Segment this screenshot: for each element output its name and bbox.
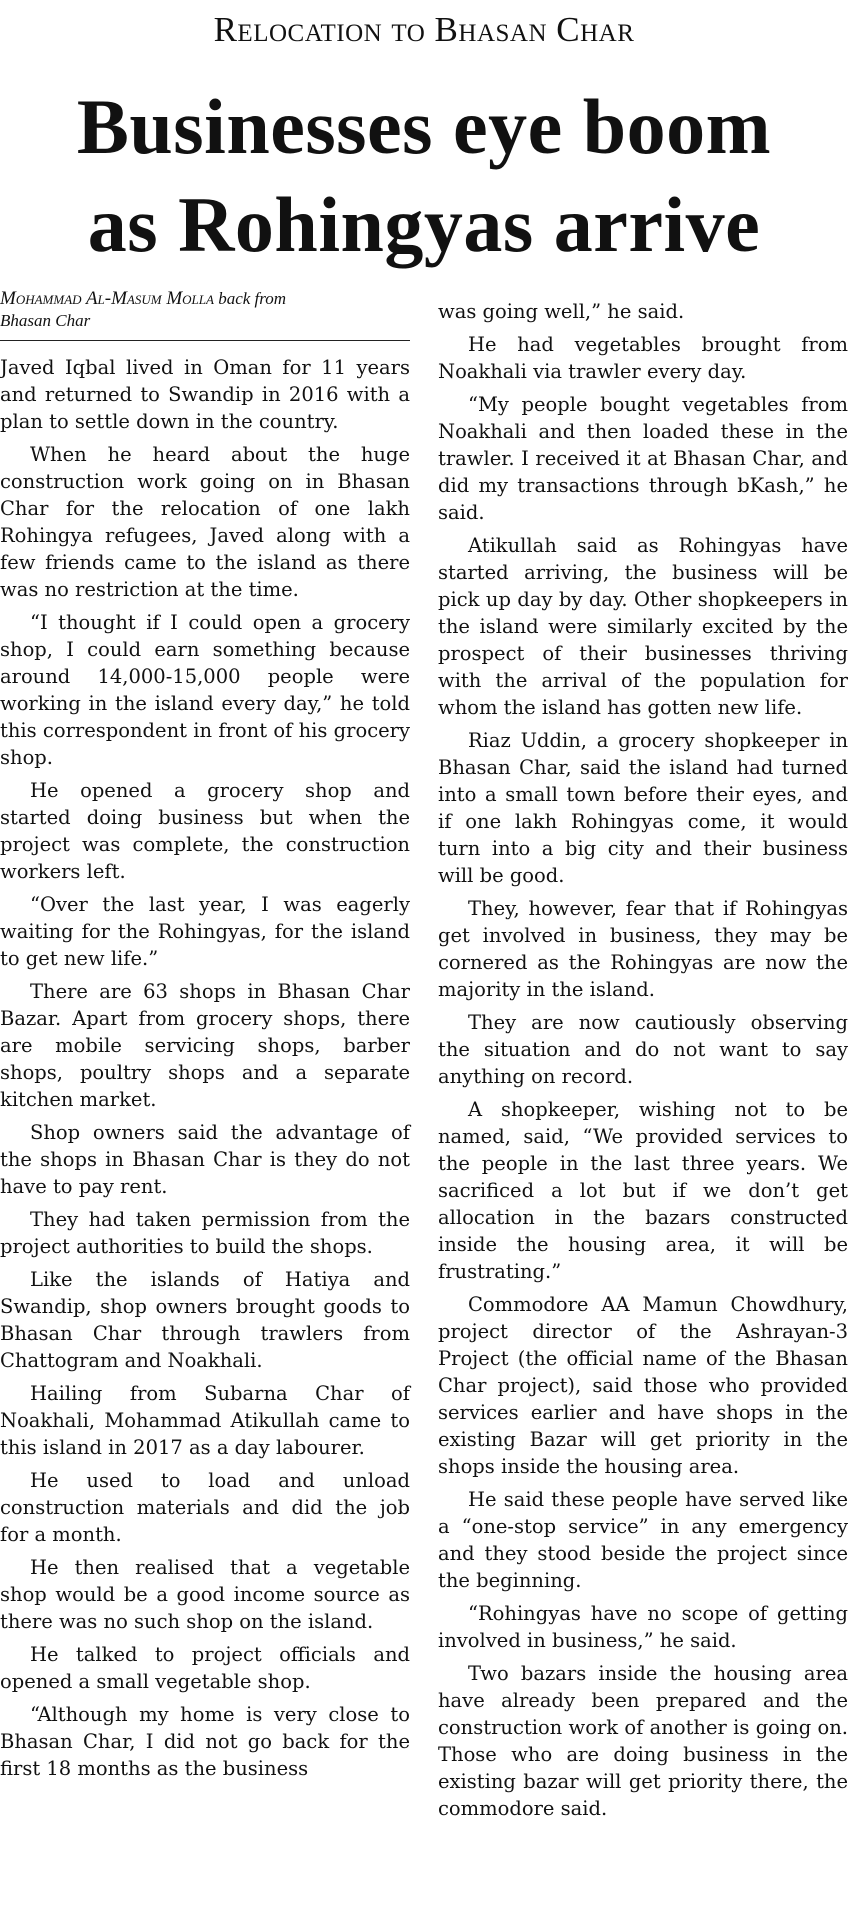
paragraph: “My people bought vegetables from Noakhali and then loaded these in the trawler. I received it at Bhasan Char, and did my transactions through bKash,” he said. [438,393,848,524]
paragraph: Shop owners said the advantage of the shops in Bhasan Char is they do not have to pay rent. [0,1121,410,1198]
byline [0,288,410,332]
paragraph: Atikullah said as Rohingyas have started arriving, the business will be pick up day by day. Other shopkeepers in the island were similarly excited by the prospect of their businesses thriving with the arrival of the population for whom the island has gotten new life. [438,534,848,719]
paragraph: He used to load and unload construction materials and did the job for a month. [0,1469,410,1546]
paragraph: They, however, fear that if Rohingyas get involved in business, they may be cornered as the Rohingyas are now the majority in the island. [438,897,848,1001]
paragraph: Riaz Uddin, a grocery shopkeeper in Bhasan Char, said the island had turned into a small town before their eyes, and if one lakh Rohingyas come, it would turn into a big city and their business will be good. [438,729,848,887]
paragraph: They had taken permission from the project authorities to build the shops. [0,1208,410,1258]
paragraph: “I thought if I could open a grocery shop, I could earn something because around 14,000-15,000 people were working in the island every day,” he told this correspondent in front of his grocery shop. [0,611,410,769]
paragraph: When he heard about the huge construction work going on in Bhasan Char for the relocation of one lakh Rohingya refugees, Javed along with a few friends came to the island as there was no restriction at the time. [0,443,410,601]
paragraph: Commodore AA Mamun Chowdhury, project director of the Ashrayan-3 Project (the official name of the Bhasan Char project), said those who provided services earlier and have shops in the existing Bazar will get priority in the shops inside the housing area. [438,1293,848,1478]
paragraph: They are now cautiously observing the situation and do not want to say anything on record. [438,1011,848,1088]
paragraph: A shopkeeper, wishing not to be named, said, “We provided services to the people in the last three years. We sacrificed a lot but if we don’t get allocation in the bazars constructed inside the housing area, it will be frustrating.” [438,1098,848,1283]
paragraph: Like the islands of Hatiya and Swandip, shop owners brought goods to Bhasan Char through trawlers from Chattogram and Noakhali. [0,1268,410,1372]
paragraph: Two bazars inside the housing area have already been prepared and the construction work of another is going on. Those who are doing business in the existing bazar will get priority there, the commodore said. [438,1662,848,1820]
article-column-left [0,354,410,1788]
paragraph: “Rohingyas have no scope of getting involved in business,” he said. [438,1602,848,1652]
paragraph: He had vegetables brought from Noakhali via trawler every day. [438,333,848,383]
section-kicker: Relocation to Bhasan Char [213,10,635,49]
paragraph: He talked to project officials and opened a small vegetable shop. [0,1643,410,1693]
paragraph: Hailing from Subarna Char of Noakhali, Mohammad Atikullah came to this island in 2017 as a day labourer. [0,1382,410,1459]
headline-line-1: Businesses eye boom [76,83,772,170]
headline [0,78,848,274]
byline-location-prefix: back from [218,289,287,308]
paragraph-continuation: was going well,” he said. [438,300,685,323]
paragraph: There are 63 shops in Bhasan Char Bazar. Apart from grocery shops, there are mobile servicing shops, barber shops, poultry shops and a separate kitchen market. [0,980,410,1111]
paragraph: Javed Iqbal lived in Oman for 11 years and returned to Swandip in 2016 with a plan to settle down in the country. [0,356,410,433]
paragraph: He opened a grocery shop and started doing business but when the project was complete, the construction workers left. [0,779,410,883]
paragraph: He then realised that a vegetable shop would be a good income source as there was no such shop on the island. [0,1556,410,1633]
byline-location: Bhasan Char [0,311,91,330]
paragraph: “Over the last year, I was eagerly waiting for the Rohingyas, for the island to get new life.” [0,893,410,970]
headline-line-2: as Rohingyas arrive [87,181,761,268]
paragraph: “Although my home is very close to Bhasan Char, I did not go back for the first 18 months as the business [0,1703,410,1780]
byline-author: Mohammad Al-Masum Molla [0,288,214,309]
article-column-right [438,298,848,1828]
byline-divider [0,340,410,341]
paragraph: He said these people have served like a “one-stop service” in any emergency and they stood beside the project since the beginning. [438,1488,848,1592]
